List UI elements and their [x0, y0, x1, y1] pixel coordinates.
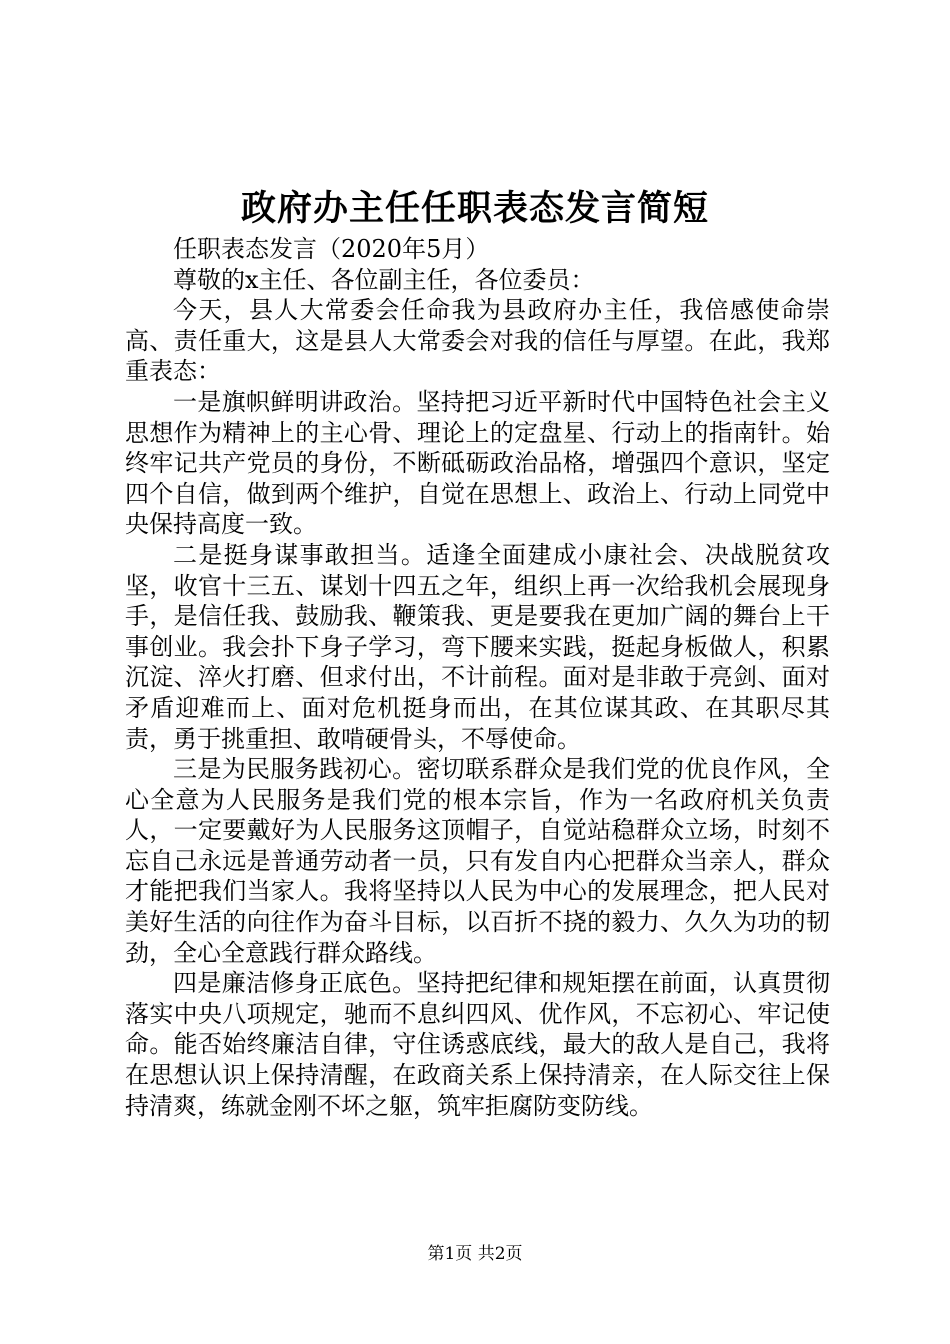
document-body: [125, 234, 830, 1121]
page-footer: 第1页 共2页: [427, 1244, 523, 1264]
page-title: 政府办主任任职表态发言简短: [240, 188, 709, 229]
paragraph-point-two: 二是挺身谋事敢担当。适逢全面建成小康社会、决战脱贫攻坚，收官十三五、谋划十四五之年，组织上再一次给我机会展现身手，是信任我、鼓励我、鞭策我、更是要我在更加广阔的舞台上干事创业。我会扑下身子学习，弯下腰来实践，挺起身板做人，积累沉淀、淬火打磨、但求付出，不计前程。面对是非敢于亮剑、面对矛盾迎难而上、面对危机挺身而出，在其位谋其政、在其职尽其责，勇于挑重担、敢啃硬骨头，不辱使命。: [125, 540, 830, 753]
paragraph-salutation: 尊敬的x主任、各位副主任，各位委员：: [173, 265, 595, 294]
paragraph-point-one: 一是旗帜鲜明讲政治。坚持把习近平新时代中国特色社会主义思想作为精神上的主心骨、理论上的定盘星、行动上的指南针。始终牢记共产党员的身份，不断砥砺政治品格，增强四个意识，坚定四个自信，做到两个维护，自觉在思想上、政治上、行动上同党中央保持高度一致。: [125, 387, 830, 539]
paragraph-point-four: 四是廉洁修身正底色。坚持把纪律和规矩摆在前面，认真贯彻落实中央八项规定，驰而不息纠四风、优作风，不忘初心、牢记使命。能否始终廉洁自律，守住诱惑底线，最大的敌人是自己，我将在思想认识上保持清醒，在政商关系上保持清亲，在人际交往上保持清爽，练就金刚不坏之躯，筑牢拒腐防变防线。: [125, 969, 830, 1120]
paragraph-intro: 今天，县人大常委会任命我为县政府办主任，我倍感使命崇高、责任重大，这是县人大常委会对我的信任与厚望。在此，我郑重表态：: [125, 296, 830, 386]
paragraph-point-three: 三是为民服务践初心。密切联系群众是我们党的优良作风，全心全意为人民服务是我们党的根本宗旨，作为一名政府机关负责人，一定要戴好为人民服务这顶帽子，自觉站稳群众立场，时刻不忘自己永远是普通劳动者一员，只有发自内心把群众当亲人，群众才能把我们当家人。我将坚持以人民为中心的发展理念，把人民对美好生活的向往作为奋斗目标，以百折不挠的毅力、久久为功的韧劲，全心全意践行群众路线。: [125, 755, 830, 967]
paragraph-heading: 任职表态发言（2020年5月）: [173, 235, 490, 263]
